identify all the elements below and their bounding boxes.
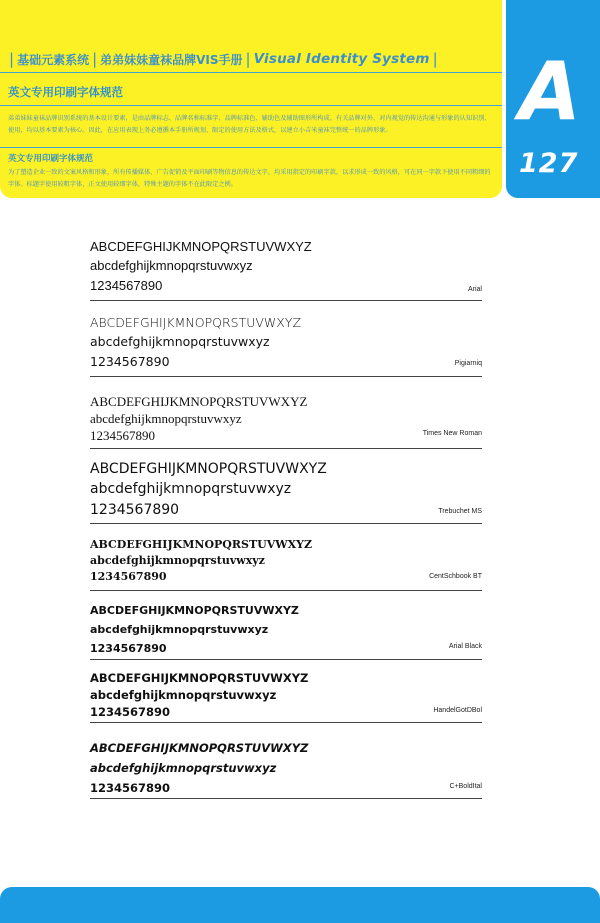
specimen-uppercase: ABCDEFGHIJKMNOPQRSTUVWXYZ <box>90 394 308 409</box>
sub-heading: 英文专用印刷字体规范 <box>8 154 94 164</box>
font-specimen-centschbook <box>90 537 482 590</box>
font-name-label: C+BoldItal <box>449 783 482 790</box>
specimen-divider <box>90 798 482 799</box>
specimen-divider <box>90 300 482 301</box>
specimen-lowercase: abcdefghijkmnopqrstuvwxyz <box>90 688 277 702</box>
font-specimen-times <box>90 393 482 449</box>
manual-title: 弟弟妹妹童袜品牌VIS手册 <box>100 52 243 67</box>
specimen-digits: 1234567890 <box>90 705 171 719</box>
font-name-label: Arial <box>467 286 482 293</box>
font-specimen-handelgot <box>90 670 482 722</box>
header-divider <box>0 72 502 73</box>
intro-divider <box>0 147 502 148</box>
specimen-digits: 1234567890 <box>90 570 167 583</box>
specimen-uppercase: ABCDEFGHIJKMNOPQRSTUVWXYZ <box>90 604 299 617</box>
title-separator: | <box>92 50 98 68</box>
specimen-digits: 1234567890 <box>90 502 180 518</box>
title-separator: | <box>432 50 438 68</box>
font-specimen-pigiarniq <box>90 314 482 376</box>
title-separator: | <box>245 50 251 68</box>
specimen-uppercase: ABCDEFGHIJKMNOPQRSTUVWXYZ <box>90 315 302 330</box>
specimen-uppercase: ABCDEFGHIJKMNOPQRSTUVWXYZ <box>90 671 309 685</box>
font-specimen-arial-black <box>90 601 482 659</box>
font-name-label: Pigiarniq <box>454 360 482 367</box>
font-name-label: Trebuchet MS <box>438 508 482 515</box>
specimen-lowercase: abcdefghijkmnopqrstuvwxyz <box>90 623 269 636</box>
specimen-digits: 1234567890 <box>90 781 171 795</box>
font-specimen-bold-italic <box>90 738 482 798</box>
section-title: 基础元素系统 <box>17 52 90 67</box>
title-separator: | <box>9 50 15 68</box>
specimen-digits: 1234567890 <box>90 428 155 443</box>
english-title: Visual Identity System <box>253 51 430 67</box>
specimen-uppercase: ABCDEFGHIJKMNOPQRSTUVWXYZ <box>90 461 327 477</box>
specimen-digits: 1234567890 <box>90 354 170 369</box>
section-letter: A <box>519 45 581 138</box>
sub-paragraph: 为了塑造企业一致的文案风格和形象，所有传播媒体、广告促销及平面印刷等物信息的传达文字，均采用指定的印刷字款，以求形成一致的风格，可在同一字款下使用不同粗细的字体。标题字使用较粗字体，正文使用较细字体，特殊主题的字体不在此限定之例。 <box>8 169 491 188</box>
specimen-divider <box>90 448 482 449</box>
specimen-divider <box>90 523 482 524</box>
specimen-digits: 1234567890 <box>90 278 163 293</box>
specimen-lowercase: abcdefghijkmnopqrstuvwxyz <box>90 481 292 497</box>
font-name-label: Arial Black <box>448 643 482 650</box>
specimen-lowercase: abcdefghijkmnopqrstuvwxyz <box>90 258 253 273</box>
specimen-divider <box>90 722 482 723</box>
specimen-divider <box>90 590 482 591</box>
footer-bar <box>0 887 600 923</box>
specimen-lowercase: abcdefghijkmnopqrstuvwxyz <box>90 411 242 426</box>
intro-paragraph: 弟弟妹妹童袜品牌识别系统的基本设计要素，是由品牌标志、品牌名称标准字、品牌标准色、辅助色及辅助图形所构成。有关品牌对外、对内视觉的传达沟通与形象的认知识别、使用，均以基本要素为核心。因此，在应用表现上务必遵循本手册所规划、限定的使用方法及格式，以建立小吉米童袜完整统一的品牌形象。 <box>8 115 491 134</box>
font-name-label: HandelGotDBol <box>433 707 482 714</box>
page-heading: 英文专用印刷字体规范 <box>8 85 123 99</box>
specimen-lowercase: abcdefghijkmnopqrstuvwxyz <box>90 554 265 567</box>
heading-divider <box>0 105 502 106</box>
font-specimen-arial <box>90 238 482 300</box>
specimen-lowercase: abcdefghijkmnopqrstuvwxyz <box>90 334 270 349</box>
specimen-uppercase: ABCDEFGHIJKMNOPQRSTUVWXYZ <box>90 538 313 551</box>
manual-title-bar <box>6 48 441 70</box>
specimen-uppercase: ABCDEFGHIJKMNOPQRSTUVWXYZ <box>90 741 309 755</box>
page-number: 127 <box>519 148 579 179</box>
font-name-label: Times New Roman <box>422 430 482 437</box>
specimen-divider <box>90 659 482 660</box>
font-name-label: CentSchbook BT <box>429 573 482 580</box>
specimen-uppercase: ABCDEFGHIJKMNOPQRSTUVWXYZ <box>90 239 312 254</box>
specimen-divider <box>90 376 482 377</box>
specimen-digits: 1234567890 <box>90 642 167 655</box>
font-specimen-trebuchet <box>90 459 482 523</box>
specimen-lowercase: abcdefghijkmnopqrstuvwxyz <box>90 761 277 775</box>
